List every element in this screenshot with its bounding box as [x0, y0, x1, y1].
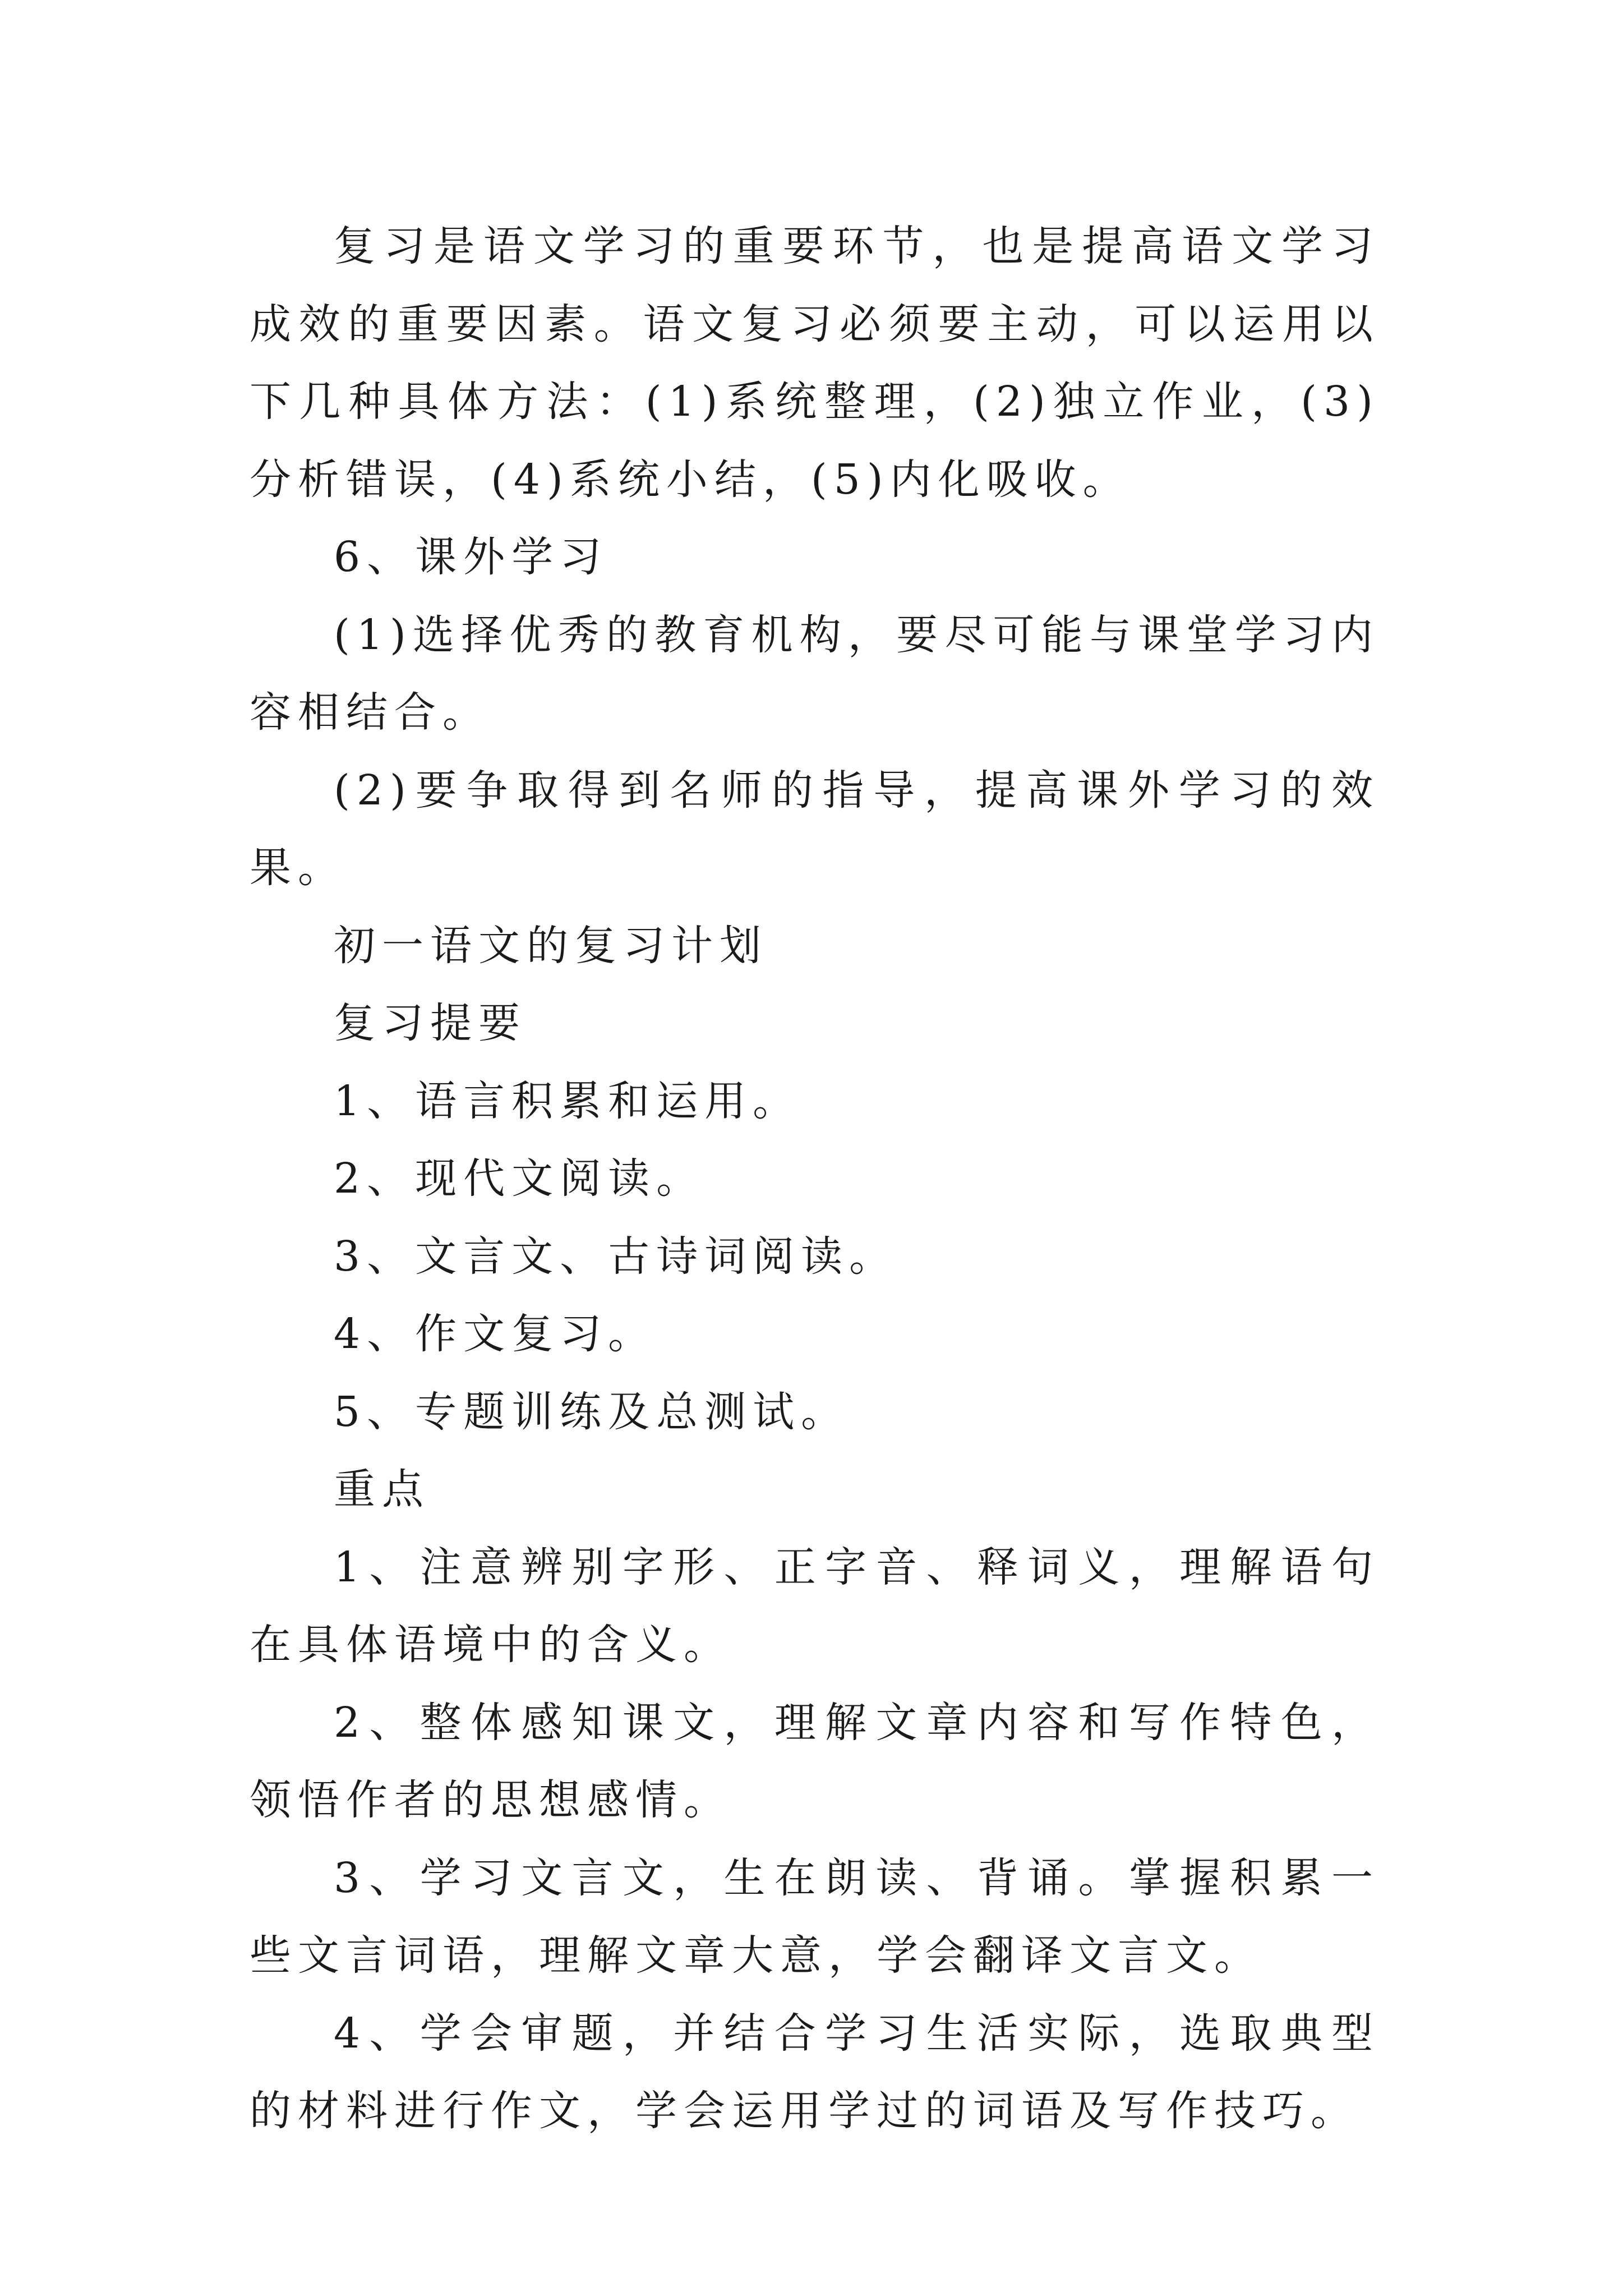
list-item-key-point-2: 2、整体感知课文，理解文章内容和写作特色，领悟作者的思想感情。 — [250, 1698, 1380, 1824]
list-item-key-point-3: 3、学习文言文，生在朗读、背诵。掌握积累一些文言词语，理解文章大意，学会翻译文言文。 — [250, 1853, 1380, 1980]
list-item-outline-4: 4、作文复习。 — [334, 1310, 657, 1358]
list-item-key-point-4: 4、学会审题，并结合学习生活实际，选取典型的材料进行作文，学会运用学过的词语及写作技巧。 — [250, 2009, 1380, 2135]
heading-grade7-review-plan: 初一语文的复习计划 — [334, 921, 768, 970]
paragraph-review-methods: 复习是语文学习的重要环节，也是提高语文学习成效的重要因素。语文复习必须要主动，可以运用以下几种具体方法：(1)系统整理，(2)独立作业，(3)分析错误，(4)系统小结，(5)内化吸收。 — [250, 222, 1380, 504]
list-item-outline-3: 3、文言文、古诗词阅读。 — [334, 1232, 898, 1281]
paragraph-seek-teacher-guidance: (2)要争取得到名师的指导，提高课外学习的效果。 — [250, 766, 1380, 892]
list-item-outline-2: 2、现代文阅读。 — [334, 1154, 705, 1203]
heading-extracurricular-study: 6、课外学习 — [334, 533, 608, 581]
list-item-outline-1: 1、语言积累和运用。 — [334, 1076, 801, 1125]
list-item-outline-5: 5、专题训练及总测试。 — [334, 1387, 850, 1436]
heading-key-points: 重点 — [334, 1465, 430, 1513]
document-body — [250, 208, 1380, 2150]
heading-review-outline: 复习提要 — [334, 999, 527, 1047]
paragraph-choose-institution: (1)选择优秀的教育机构，要尽可能与课堂学习内容相结合。 — [250, 610, 1380, 737]
list-item-key-point-1: 1、注意辨别字形、正字音、释词义，理解语句在具体语境中的含义。 — [250, 1543, 1380, 1669]
